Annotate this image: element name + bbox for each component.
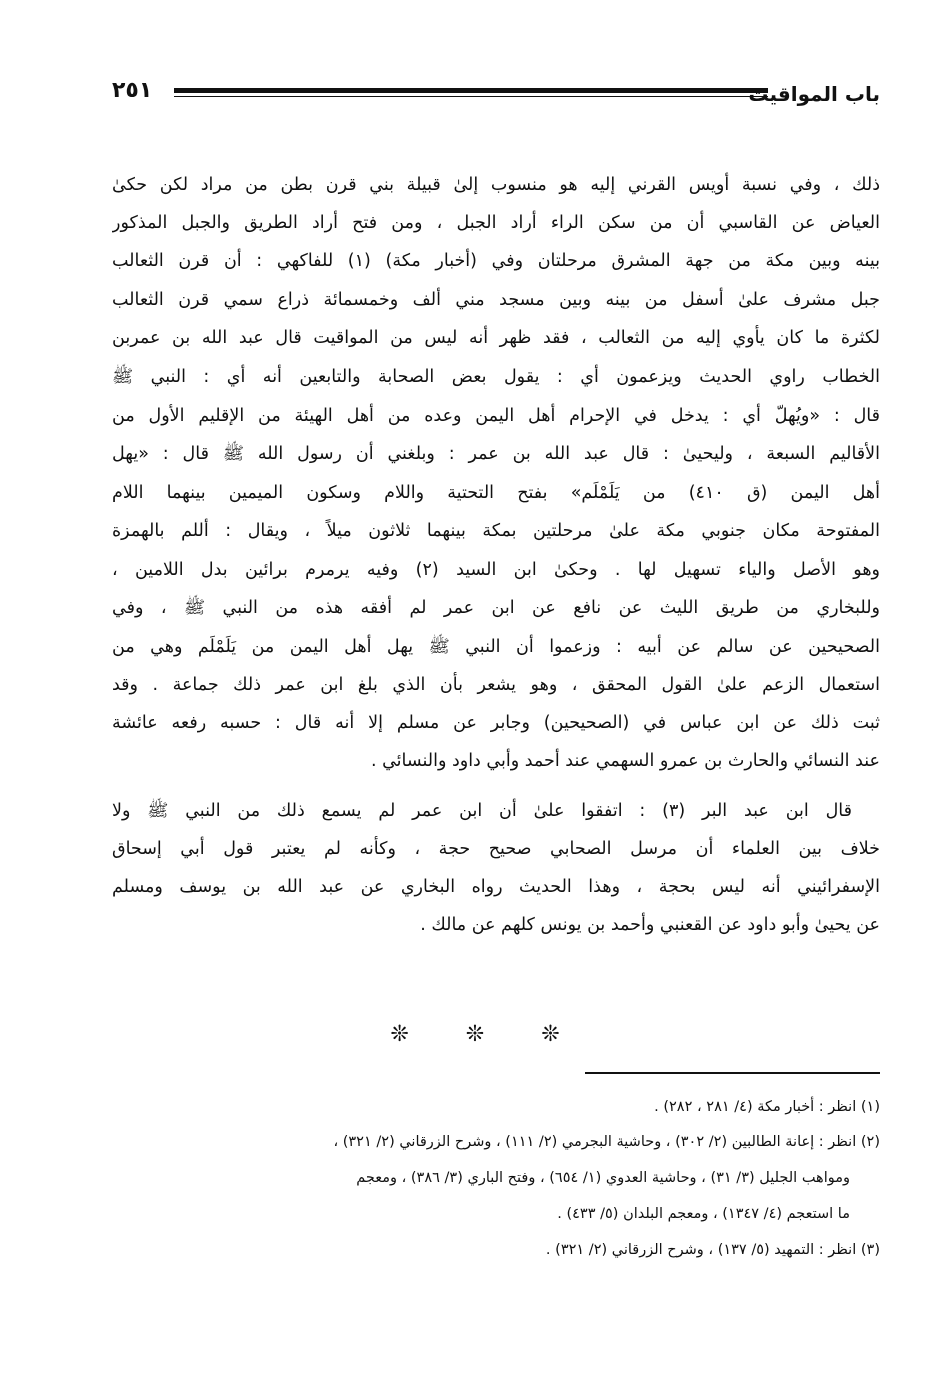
- text-line: أهل اليمن (ق ٤١٠) من يَلَمْلَم» بفتح التحتية واللام وسكون الميمين بينهما اللام: [112, 483, 880, 503]
- text-line: الصحيحين عن سالم عن أبيه : وزعموا أن النبي ﷺ يهل أهل اليمن من يَلَمْلَم وهي من: [112, 637, 880, 657]
- footnote-marker: (٢): [860, 1134, 880, 1150]
- text-line: خلاف بين العلماء أن مرسل الصحابي صحيح حجة ، وكأنه لم يعتبر قول أبي إسحاق: [112, 839, 880, 859]
- text-line: جبل مشرف علىٰ أسفل من بينه وبين مسجد مني ألف وخمسمائة ذراع سمي قرن الثعالب: [112, 290, 880, 310]
- footnote-text: انظر : أخبار مكة (٤/ ٢٨١ ، ٢٨٢) .: [654, 1099, 857, 1115]
- text-line: بينه وبين مكة من جهة المشرق مرحلتان وفي (أخبار مكة) (١) للفاكهي : أن قرن الثعالب: [112, 251, 880, 271]
- text-line: الإسفرائيني أنه ليس بحجة ، وهذا الحديث رواه البخاري عن عبد الله بن يوسف ومسلم: [112, 877, 880, 897]
- text-line: عن يحيىٰ وأبو داود عن القعنبي وأحمد بن يونس كلهم عن مالك .: [420, 915, 880, 935]
- header-rule: [174, 88, 768, 93]
- footnote-2-cont: ما استعجم (٤/ ١٣٤٧) ، ومعجم البلدان (٥/ ٤٣٣) .: [557, 1206, 850, 1222]
- footnote-marker: (١): [860, 1099, 880, 1115]
- chapter-title: باب المواقيت: [748, 82, 880, 106]
- text-line: استعمال الزعم علىٰ القول المحقق ، وهو يشعر بأن الذي بلغ ابن عمر ذلك جماعة . وقد: [112, 675, 880, 695]
- page-number: ٢٥١: [112, 78, 153, 103]
- footnote-rule: [585, 1072, 880, 1074]
- text-line: عند النسائي والحارث بن عمرو السهمي عند أحمد وأبي داود والنسائي .: [370, 751, 880, 771]
- text-line: ثبت ذلك عن ابن عباس في (الصحيحين) وجابر عن مسلم إلا أنه قال : حسبه رفعه عائشة: [112, 713, 880, 733]
- footnote-2-cont: ومواهب الجليل (٣/ ٣١) ، وحاشية العدوي (١/ ٦٥٤) ، وفتح الباري (٣/ ٣٨٦) ، ومعجم: [356, 1170, 850, 1186]
- text-line: الخطاب راوي الحديث ويزعمون أي : يقول بعض الصحابة والتابعين أنه أي : النبي ﷺ: [112, 367, 880, 387]
- text-line: وللبخاري من طريق الليث عن نافع عن ابن عمر لم أفقه هذه من النبي ﷺ ، وفي: [112, 598, 880, 618]
- footnote-1: [654, 1095, 880, 1119]
- text-line: وهو الأصل والياء تسهيل لها . وحكىٰ ابن السيد (٢) وفيه يرمرم برائين بدل اللامين ،: [112, 560, 880, 580]
- text-line: ذلك ، وفي نسبة أويس القرني إليه هو منسوب إلىٰ قبيلة بني قرن بطن من مراد لكن حكىٰ: [112, 175, 880, 195]
- text-line: الأقاليم السبعة ، وليحيىٰ : قال عبد الله بن عمر : وبلغني أن رسول الله ﷺ قال : «يهل: [112, 444, 880, 464]
- text-line: المفتوحة مكان جنوبي مكة علىٰ مرحلتين بمكة بينهما ثلاثون ميلاً ، ويقال : أللم بالهمزة: [112, 521, 880, 541]
- text-line: لكثرة ما كان يأوي إليه من الثعالب ، فقد ظهر أنه ليس من المواقيت قال عبد الله بن عمربن: [112, 328, 880, 348]
- footnote-text: انظر : التمهيد (٥/ ١٣٧) ، وشرح الزرقاني (٢/ ٣٢١) .: [545, 1242, 857, 1258]
- section-separator: ❊ ❊ ❊: [390, 1022, 560, 1047]
- footnote-marker: (٣): [860, 1242, 880, 1258]
- footnote-text: انظر : إعانة الطالبين (٢/ ٣٠٢) ، وحاشية البجرمي (٢/ ١١١) ، وشرح الزرقاني (٢/ ٣٢١) ،: [333, 1134, 857, 1150]
- running-header: [112, 78, 880, 108]
- text-line: قال : «ويُهلّ أي : يدخل في الإحرام أهل اليمن وعده من أهل الهيئة من الإقليم الأول من: [112, 406, 880, 426]
- text-line: قال ابن عبد البر (٣) : اتفقوا علىٰ أن ابن عمر لم يسمع ذلك من النبي ﷺ ولا: [112, 801, 852, 821]
- footnote-2: [333, 1130, 880, 1154]
- text-line: العياض عن القاسبي أن من سكن الراء أراد الجبل ، ومن فتح أراد الطريق والجبل المذكور: [112, 213, 880, 233]
- footnote-3: [546, 1238, 880, 1262]
- header-rule-thin: [174, 96, 768, 97]
